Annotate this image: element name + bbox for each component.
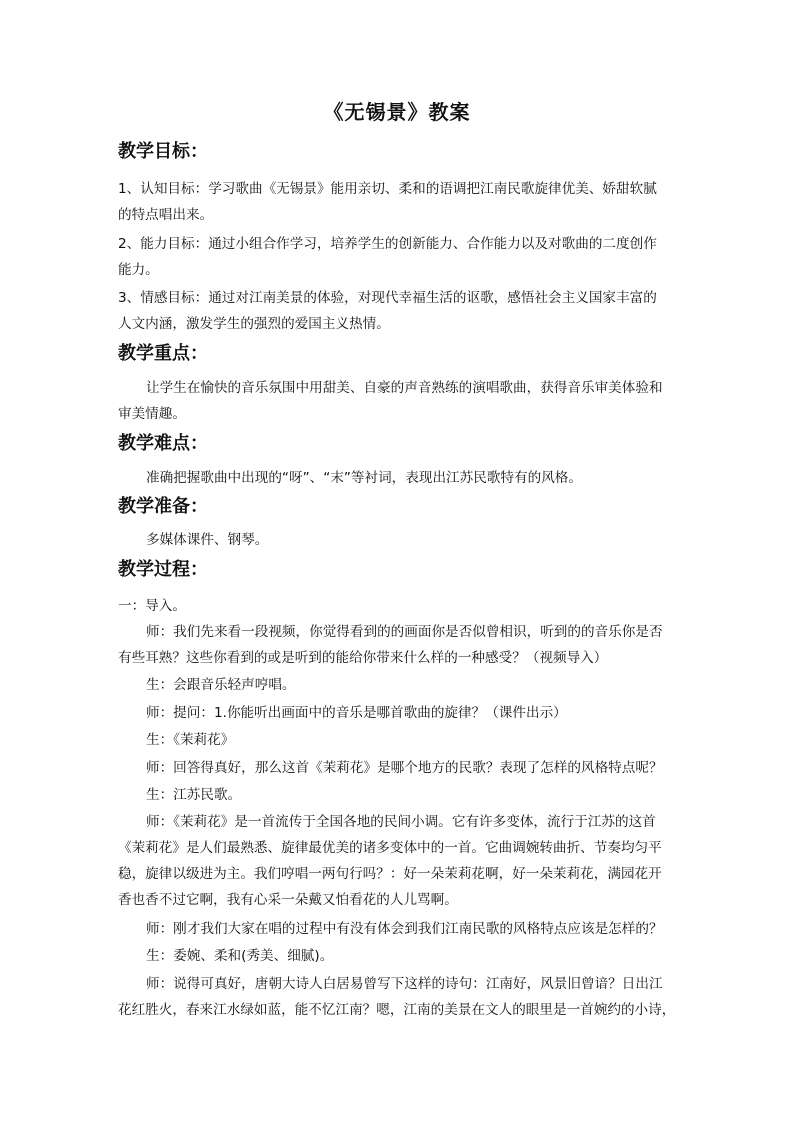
goals-line: 2、能力目标：通过小组合作学习，培养学生的创新能力、合作能力以及对歌曲的二度创作 [118, 236, 657, 252]
difficulty-line: 准确把握歌曲中出现的“呀”、“末”等衬词，表现出江苏民歌特有的风格。 [146, 470, 582, 486]
process-line: 师：《茉莉花》是一首流传于全国各地的民间小调。它有许多变体，流行于江苏的这首 [146, 814, 656, 830]
process-line: 师：说得可真好，唐朝大诗人白居易曾写下这样的诗句：江南好，风景旧曾谙？日出江 [146, 976, 663, 992]
process-line: 生：江苏民歌。 [146, 787, 242, 803]
goals-line: 3、情感目标：通过对江南美景的体验，对现代幸福生活的讴歌，感悟社会主义国家丰富的 [118, 290, 657, 306]
document-title: 《无锡景》教案 [323, 100, 471, 124]
heading-key-points: 教学重点： [118, 343, 208, 364]
preparation-line: 多媒体课件、钢琴。 [146, 532, 269, 548]
key-points-line: 审美情趣。 [118, 406, 186, 422]
goals-line: 的特点唱出来。 [118, 207, 214, 223]
key-points-line: 让学生在愉快的音乐氛围中用甜美、自豪的声音熟练的演唱歌曲，获得音乐审美体验和 [146, 380, 663, 396]
process-line: 一：导入。 [118, 598, 186, 614]
process-line: 师：刚才我们大家在唱的过程中有没有体会到我们江南民歌的风格特点应该是怎样的？ [146, 921, 663, 937]
process-line: 生：《茉莉花》 [146, 732, 235, 748]
process-line: 师：提问：1.你能听出画面中的音乐是哪首歌曲的旋律？（课件出示） [146, 705, 567, 721]
process-line: 生：会跟音乐轻声哼唱。 [146, 677, 296, 693]
process-line: 稳，旋律以级进为主。我们哼唱一两句行吗？：好一朵茉莉花啊，好一朵茉莉花，满园花开 [118, 866, 662, 882]
process-line: 师：回答得真好，那么这首《茉莉花》是哪个地方的民歌？表现了怎样的风格特点呢？ [146, 760, 663, 776]
process-line: 有些耳熟？这些你看到的或是听到的能给你带来什么样的一种感受？（视频导入） [118, 650, 608, 666]
process-line: 《茉莉花》是人们最熟悉、旋律最优美的诸多变体中的一首。它曲调婉转曲折、节奏均匀平 [118, 840, 662, 856]
process-line: 香也香不过它啊，我有心采一朵戴又怕看花的人儿骂啊。 [118, 892, 458, 908]
heading-difficulty: 教学难点： [118, 433, 208, 454]
goals-line: 人文内涵，激发学生的强烈的爱国主义热情。 [118, 316, 390, 332]
goals-line: 1、认知目标：学习歌曲《无锡景》能用亲切、柔和的语调把江南民歌旋律优美、娇甜软腻 [118, 181, 657, 197]
process-line: 师：我们先来看一段视频，你觉得看到的的画面你是否似曾相识，听到的的音乐你是否 [146, 624, 663, 640]
heading-goals: 教学目标： [118, 141, 208, 162]
process-line: 生：委婉、柔和(秀美、细腻)。 [146, 948, 334, 964]
process-line: 花红胜火，春来江水绿如蓝，能不忆江南？嗯，江南的美景在文人的眼里是一首婉约的小诗， [118, 1002, 676, 1018]
heading-preparation: 教学准备： [118, 496, 208, 517]
heading-process: 教学过程： [118, 559, 208, 580]
goals-line: 能力。 [118, 262, 159, 278]
